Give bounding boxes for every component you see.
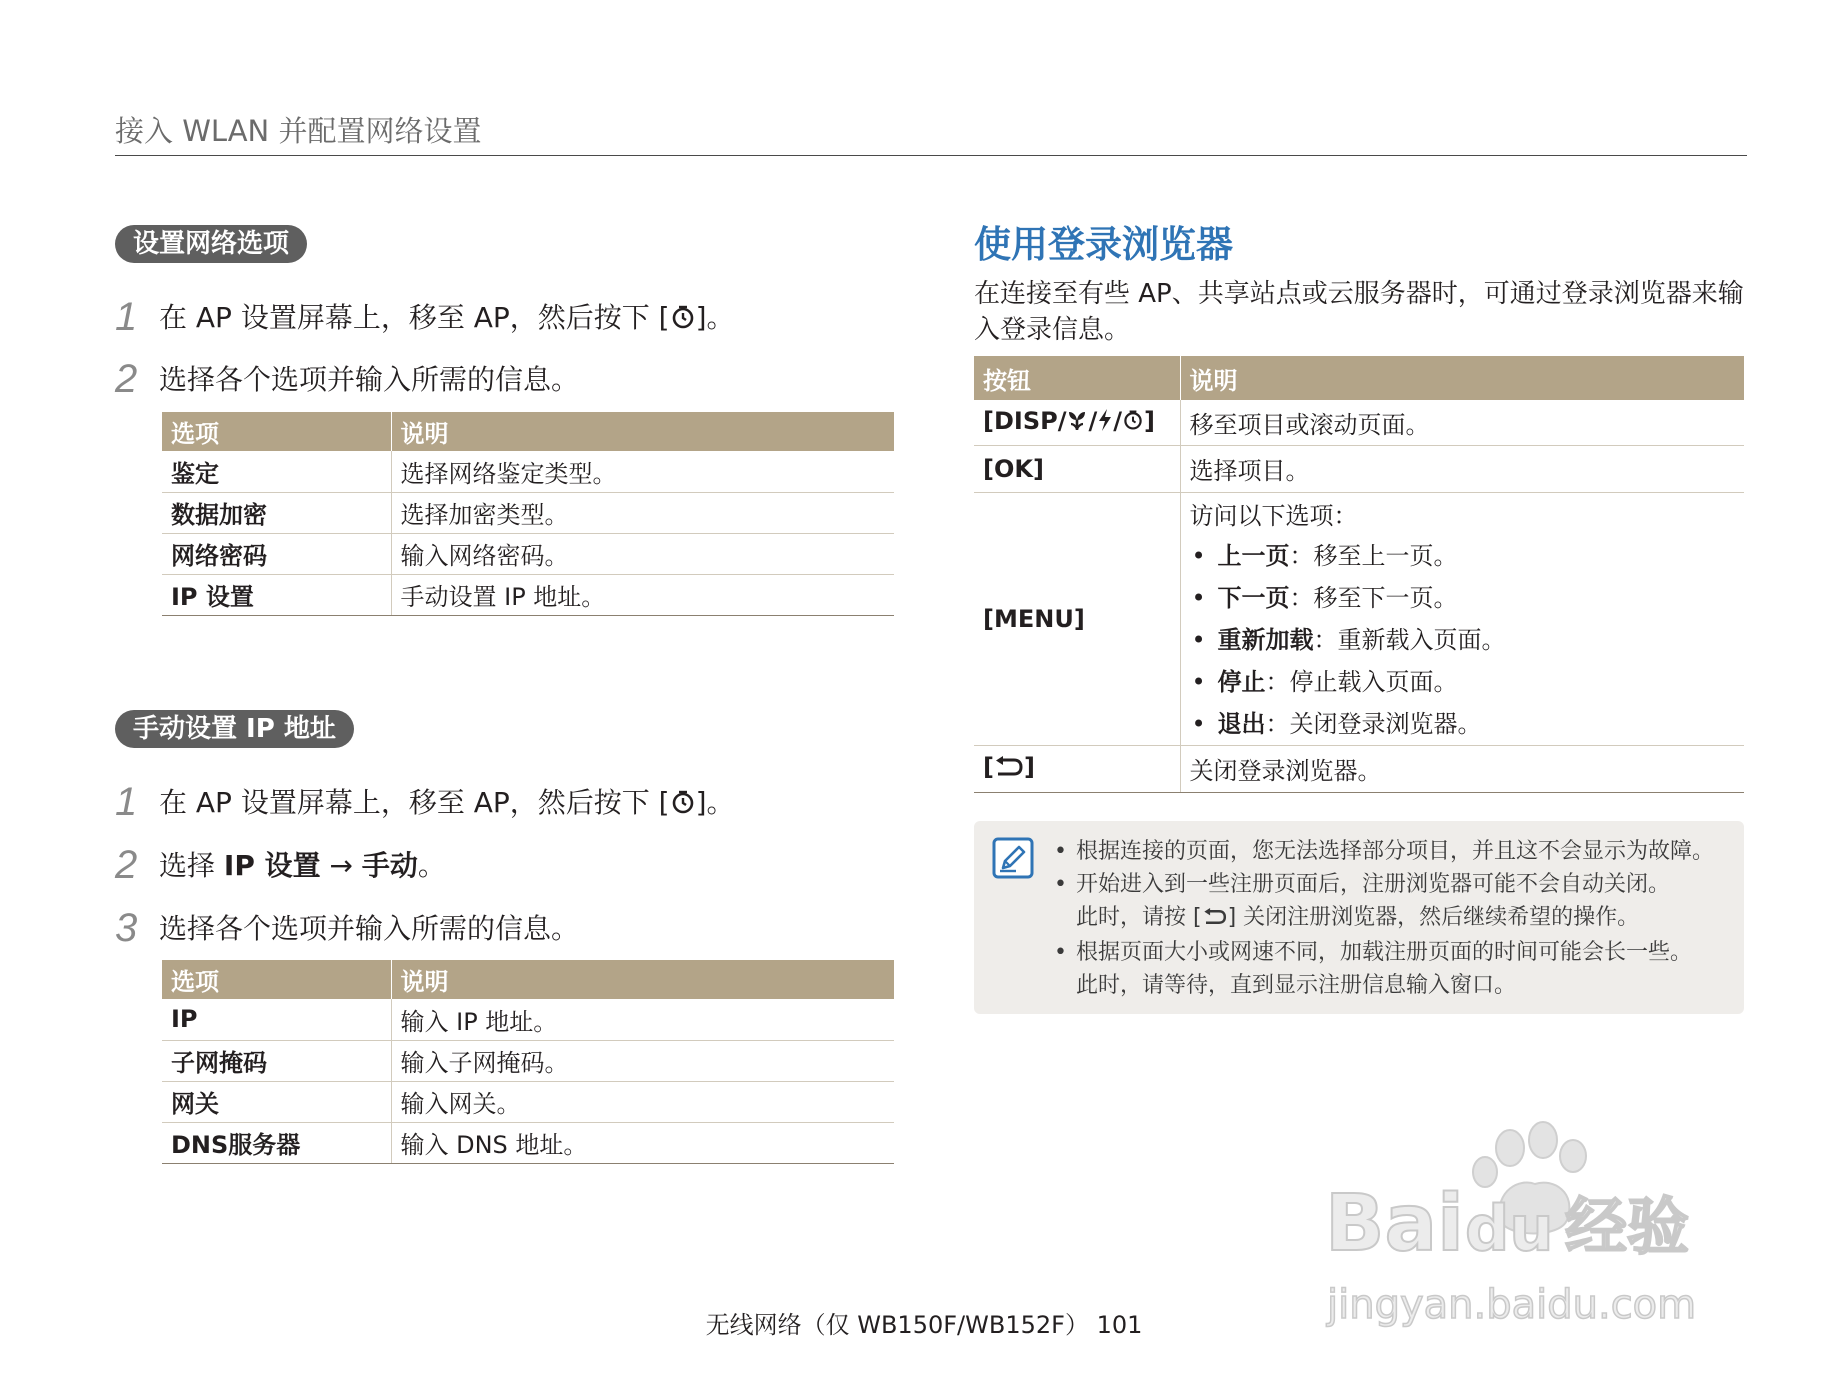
step-text [159,784,735,825]
table-cell-option: 子网掩码 [162,1040,391,1081]
table-cell-option: 网关 [162,1081,391,1122]
table-cell-option: IP 设置 [162,574,391,615]
browser-buttons-table [974,356,1744,793]
table-header-row [162,412,894,451]
option-desc: ：关闭登录浏览器。 [1265,709,1482,738]
table-row [974,492,1744,745]
page-header [115,116,1747,156]
timer-icon [670,787,696,825]
table-cell-option: DNS服务器 [162,1122,391,1163]
option-desc: ：移至下一页。 [1289,583,1458,612]
table-row [974,445,1744,492]
section-intro: 在连接至有些 AP、共享站点或云服务器时，可通过登录浏览器来输入登录信息。 [974,279,1744,345]
step-number: 3 [115,906,138,950]
table-cell-description: 选择网络鉴定类型。 [391,451,894,492]
table-header-option: 选项 [162,960,391,999]
back-icon [994,756,1024,784]
table-header-option: 选项 [162,412,391,451]
note-list [1054,835,1714,1002]
note-icon [992,837,1034,883]
table-row [162,1040,894,1081]
manual-ip-table [162,960,894,1164]
menu-lead-text: 访问以下选项： [1189,501,1358,530]
table-cell-description: 选择加密类型。 [391,492,894,533]
section-heading-network-options: 设置网络选项 [115,225,307,263]
table-row [162,574,894,615]
note-item [1054,936,1714,1002]
table-row [162,451,894,492]
bracket-open: [ [983,753,994,781]
table-cell-button [974,745,1180,792]
table-row [162,533,894,574]
menu-path-manual: 手动 [361,849,418,882]
option-name: 上一页 [1217,541,1290,570]
svg-text:jingyan.baidu.com: jingyan.baidu.com [1327,1282,1697,1328]
list-item [1190,535,1736,577]
option-desc: ：重新载入页面。 [1313,625,1506,654]
table-cell-button: [MENU] [974,492,1180,745]
table-cell-description: 输入 IP 地址。 [391,999,894,1040]
list-item [1190,577,1736,619]
step-text-pre: 选择 [159,849,224,882]
list-item [1190,661,1736,703]
table-cell-option: 鉴定 [162,451,391,492]
option-desc: ：移至上一页。 [1289,541,1458,570]
table-header-button: 按钮 [974,356,1180,400]
svg-text:经验: 经验 [1565,1190,1690,1263]
svg-text:Bai: Bai [1325,1179,1464,1269]
flash-icon [1097,408,1113,438]
table-row [162,1122,894,1163]
step-text-post: ]。 [695,301,735,334]
network-options-table [162,412,894,616]
page-footer: 无线网络（仅 WB150F/WB152F） 101 [705,1311,1143,1339]
table-cell-description: 输入子网掩码。 [391,1040,894,1081]
note-item [1054,835,1714,868]
table-cell-button: [OK] [974,445,1180,492]
table-cell-description: 关闭登录浏览器。 [1180,745,1744,792]
button-key-label: [DISP/ [983,406,1067,435]
list-item [1190,619,1736,661]
timer-icon [1122,408,1144,438]
menu-options-list [1190,535,1736,745]
step-text: 选择各个选项并输入所需的信息。 [159,363,580,396]
step-number: 2 [115,357,138,401]
step-text: 选择各个选项并输入所需的信息。 [159,912,580,945]
option-name: 停止 [1217,667,1266,696]
note-item [1054,868,1714,936]
table-header-description: 说明 [391,960,894,999]
table-cell-option: IP [162,999,391,1040]
section-title-login-browser: 使用登录浏览器 [974,223,1233,266]
section-heading-manual-ip: 手动设置 IP 地址 [115,710,354,748]
table-cell-option: 网络密码 [162,533,391,574]
step-number: 1 [115,295,138,339]
note-text: 根据页面大小或网速不同，加载注册页面的时间可能会长一些。 [1076,940,1693,965]
menu-path-ip-settings: IP 设置 [223,849,321,882]
step-text-pre: 在 AP 设置屏幕上，移至 AP，然后按下 [ [159,786,670,819]
option-name: 重新加载 [1217,625,1314,654]
table-cell-description [1180,492,1744,745]
note-text: 此时，请等待，直到显示注册信息输入窗口。 [1076,973,1517,998]
svg-text:du: du [1465,1192,1554,1265]
option-name: 下一页 [1217,583,1290,612]
macro-icon [1066,408,1088,438]
option-name: 退出 [1217,709,1266,738]
table-cell-description: 输入网络密码。 [391,533,894,574]
page-header-title: 接入 WLAN 并配置网络设置 [115,114,482,148]
table-cell-description: 移至项目或滚动页面。 [1180,400,1744,445]
note-text: 根据连接的页面，您无法选择部分项目，并且这不会显示为故障。 [1076,839,1715,864]
bracket-close: ] [1023,753,1035,781]
note-text-pre: 此时，请按 [ [1076,905,1202,930]
note-text: 开始进入到一些注册页面后，注册浏览器可能不会自动关闭。 [1076,872,1671,897]
table-header-row [974,356,1744,400]
table-header-description: 说明 [391,412,894,451]
table-cell-description: 输入网关。 [391,1081,894,1122]
table-row [974,400,1744,445]
table-cell-description: 选择项目。 [1180,445,1744,492]
step-text-pre: 在 AP 设置屏幕上，移至 AP，然后按下 [ [159,301,670,334]
step-text [159,847,446,885]
note-text-post: ] 关闭注册浏览器，然后继续希望的操作。 [1227,905,1640,930]
table-cell-button [974,400,1180,445]
option-desc: ：停止载入页面。 [1265,667,1458,696]
table-row [162,492,894,533]
step-text-post: 。 [417,849,446,882]
button-key-close-bracket: ] [1144,406,1155,435]
menu-path-arrow: → [320,849,362,882]
table-header-description: 说明 [1180,356,1744,400]
table-cell-description: 手动设置 IP 地址。 [391,574,894,615]
slash-separator: / [1088,406,1098,435]
table-row [974,745,1744,792]
table-row [162,999,894,1040]
timer-icon [670,302,696,340]
note-box [974,821,1744,1014]
step-text [159,299,735,340]
list-item [1190,703,1736,745]
table-cell-description: 输入 DNS 地址。 [391,1122,894,1163]
back-icon [1202,903,1228,936]
table-row [162,1081,894,1122]
baidu-watermark-logo [1315,1120,1755,1340]
table-header-row [162,960,894,999]
step-number: 1 [115,780,138,824]
step-number: 2 [115,843,138,887]
step-text-post: ]。 [695,786,735,819]
slash-separator: / [1113,406,1122,435]
table-cell-option: 数据加密 [162,492,391,533]
